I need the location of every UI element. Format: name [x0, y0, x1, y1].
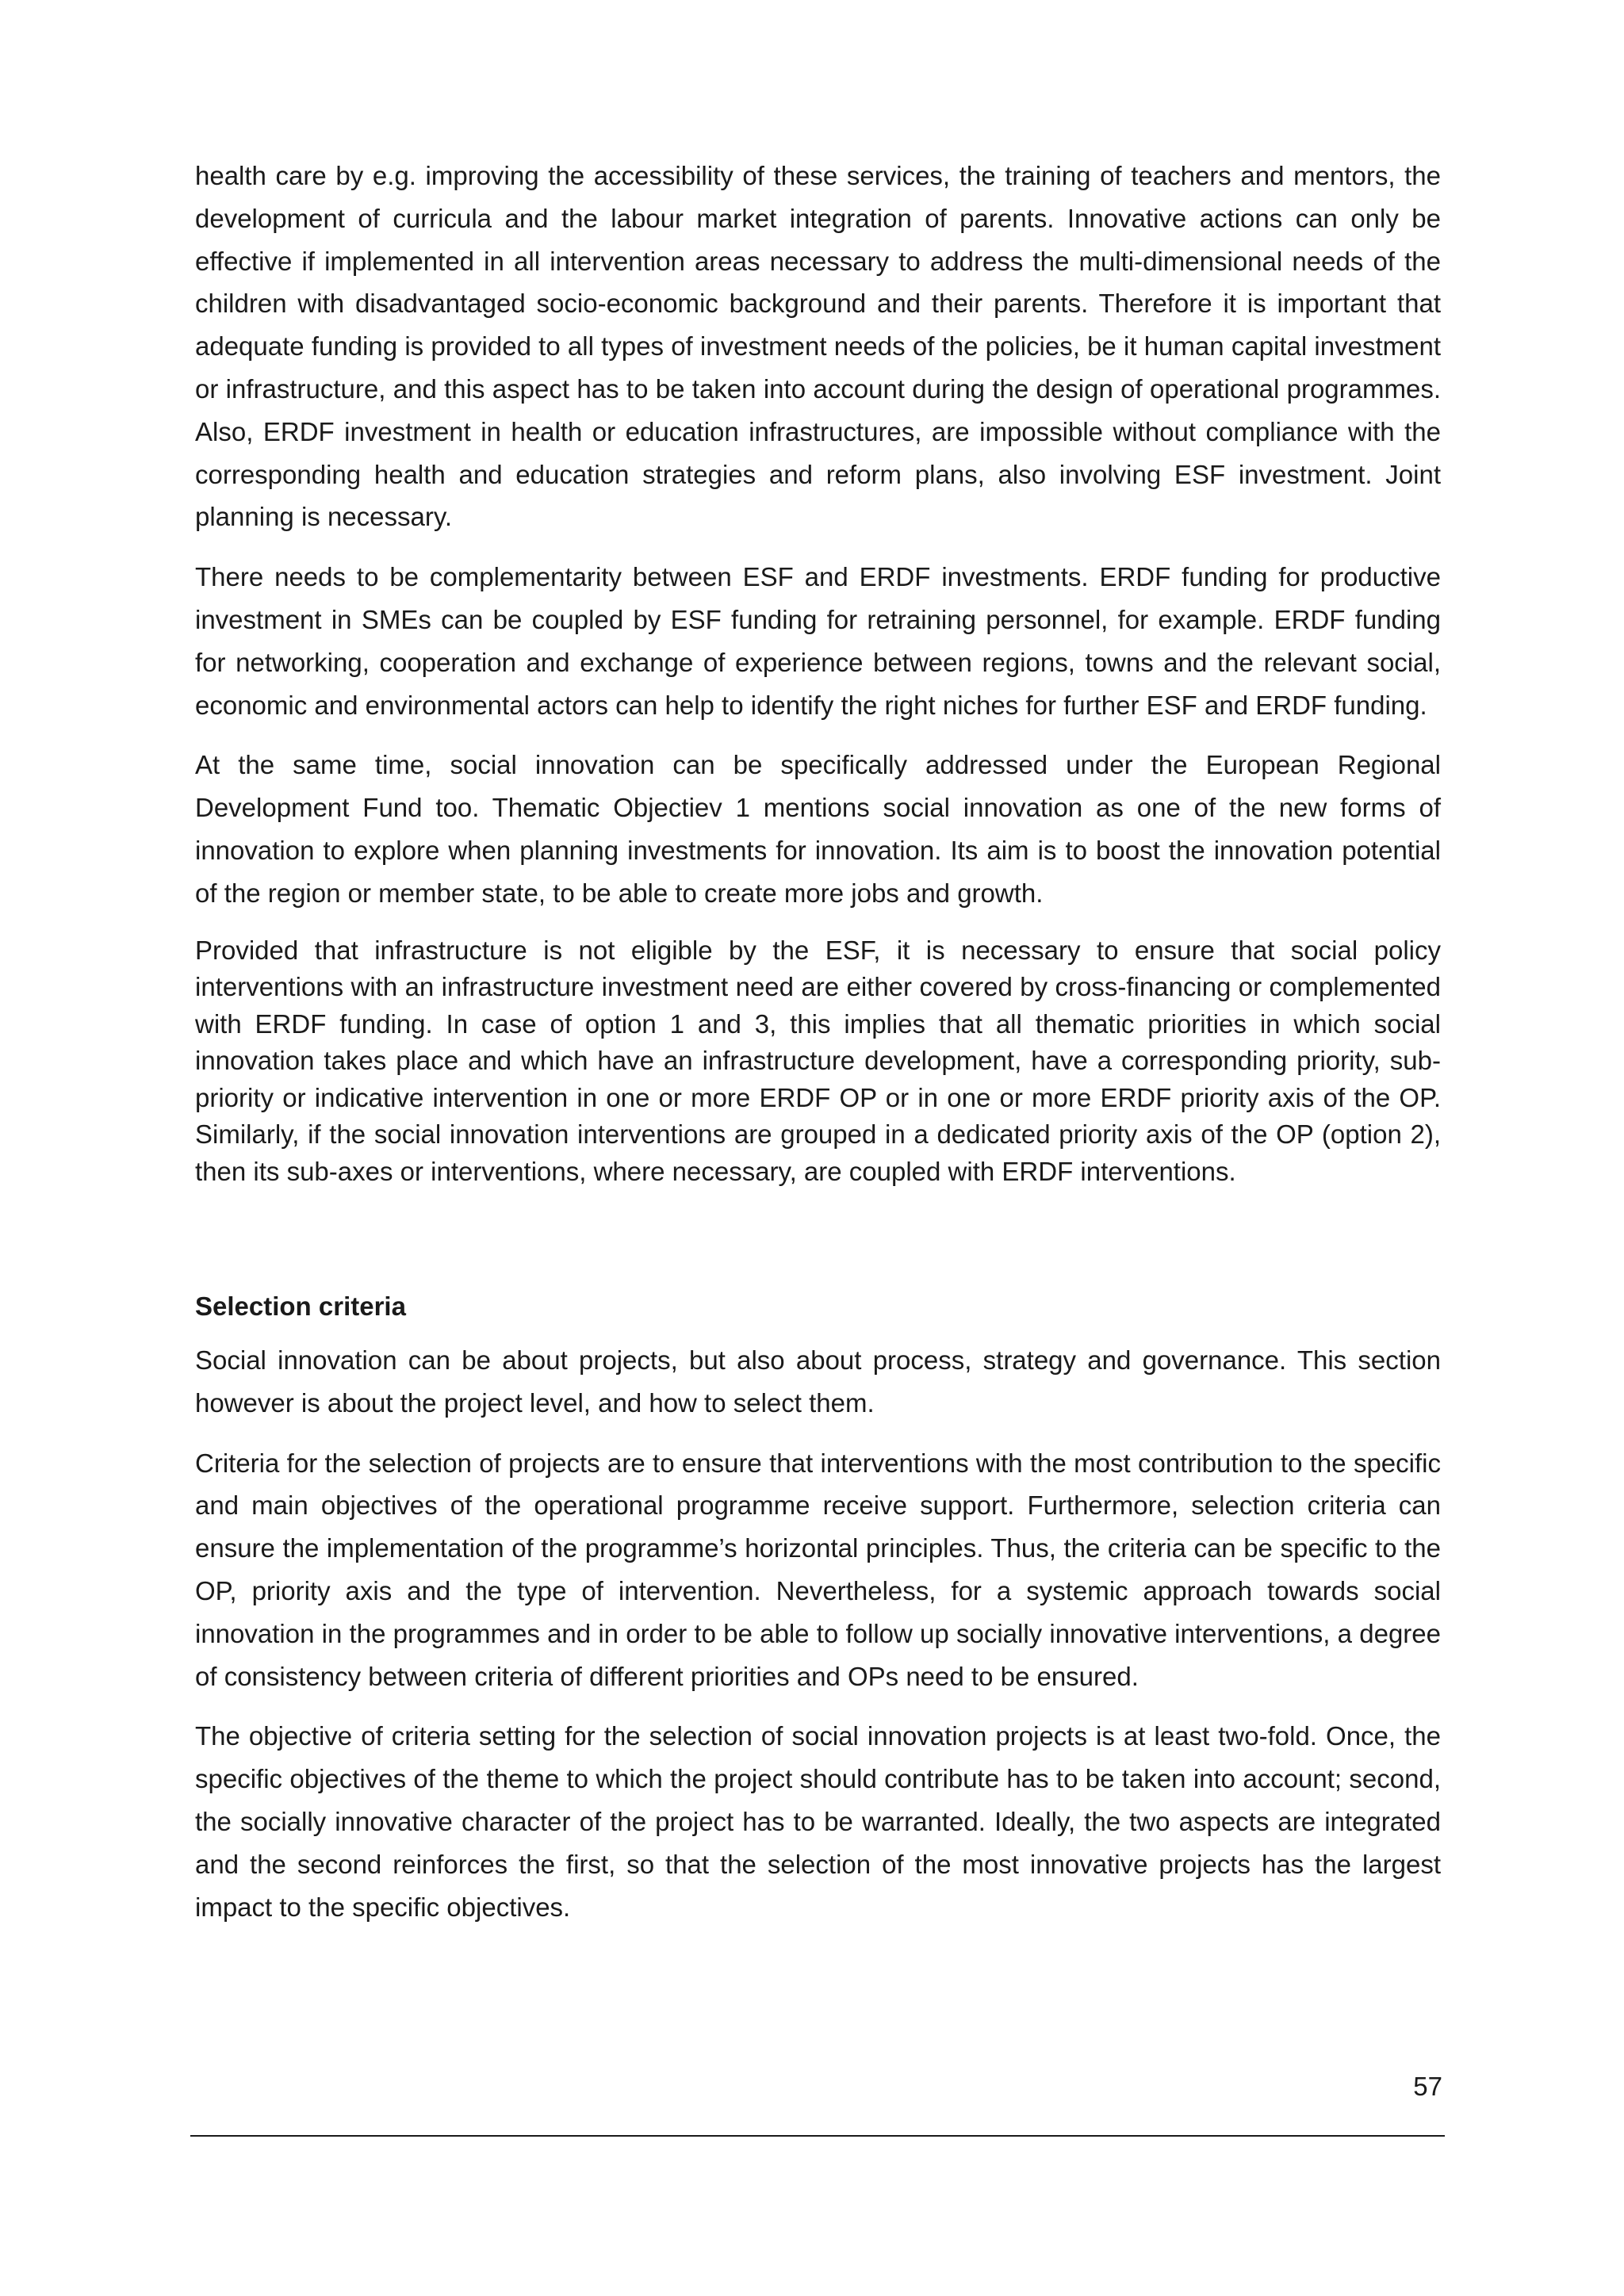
page-number: 57 — [1413, 2072, 1442, 2101]
section-heading: Selection criteria — [195, 1292, 406, 1322]
paragraph-criteria-objective: The objective of criteria setting for the selection of social innovation projects is at least two-fold. Once, the specific objectives of the theme to which the project should contribute has to be taken into account; second, the socially innovative character of the project has to be warranted. Ideally, the two aspects are integrated and the second reinforces the first, so that the selection of the most innovative projects has the largest impact to the specific objectives. — [195, 1721, 1441, 1922]
footer-divider — [190, 2135, 1445, 2137]
section-spacer — [195, 1207, 1441, 1285]
paragraph-health-care: health care by e.g. improving the accessibility of these services, the training of teachers and mentors, the development of curricula and the labour market integration of parents. Innovative actions can only be effective if implemented in all intervention areas necessary to address the multi-dimensional needs of the children with disadvantaged socio-economic background and their parents. Therefore it is important that adequate funding is provided to all types of investment needs of the policies, be it human capital investment or infrastructure, and this aspect has to be taken into account during the design of operational programmes. Also, ERDF investment in health or education infrastructures, are impossible without compliance with the corresponding health and education strategies and reform plans, also involving ESF investment. Joint planning is necessary. — [195, 161, 1441, 532]
page-body — [195, 155, 1441, 1946]
paragraph-project-level: Social innovation can be about projects, but also about process, strategy and governance. This section however is about the project level, and how to select them. — [195, 1345, 1441, 1418]
paragraph-erdf-social-innovation: At the same time, social innovation can be specifically addressed under the European Regional Development Fund too. Thematic Objectiev 1 mentions social innovation as one of the new forms of innovation to explore when planning investments for innovation. Its aim is to boost the innovation potential of the region or member state, to be able to create more jobs and growth. — [195, 750, 1441, 908]
paragraph-infrastructure: Provided that infrastructure is not eligible by the ESF, it is necessary to ensure that social policy interventions with an infrastructure investment need are either covered by cross-financing or complemented with ERDF funding. In case of option 1 and 3, this implies that all thematic priorities in which social innovation takes place and which have an infrastructure development, have a corresponding priority, sub-priority or indicative intervention in one or more ERDF OP or in one or more ERDF priority axis of the OP. Similarly, if the social innovation interventions are grouped in a dedicated priority axis of the OP (option 2), then its sub-axes or interventions, where necessary, are coupled with ERDF interventions. — [195, 935, 1441, 1186]
paragraph-criteria-purpose: Criteria for the selection of projects are to ensure that interventions with the most contribution to the specific and main objectives of the operational programme receive support. Furthermore, selection criteria can ensure the implementation of the programme’s horizontal principles. Thus, the criteria can be specific to the OP, priority axis and the type of intervention. Nevertheless, for a systemic approach towards social innovation in the programmes and in order to be able to follow up socially innovative interventions, a degree of consistency between criteria of different priorities and OPs need to be ensured. — [195, 1448, 1441, 1691]
paragraph-complementarity: There needs to be complementarity between ESF and ERDF investments. ERDF funding for productive investment in SMEs can be coupled by ESF funding for retraining personnel, for example. ERDF funding for networking, cooperation and exchange of experience between regions, towns and the relevant social, economic and environmental actors can help to identify the right niches for further ESF and ERDF funding. — [195, 562, 1441, 720]
